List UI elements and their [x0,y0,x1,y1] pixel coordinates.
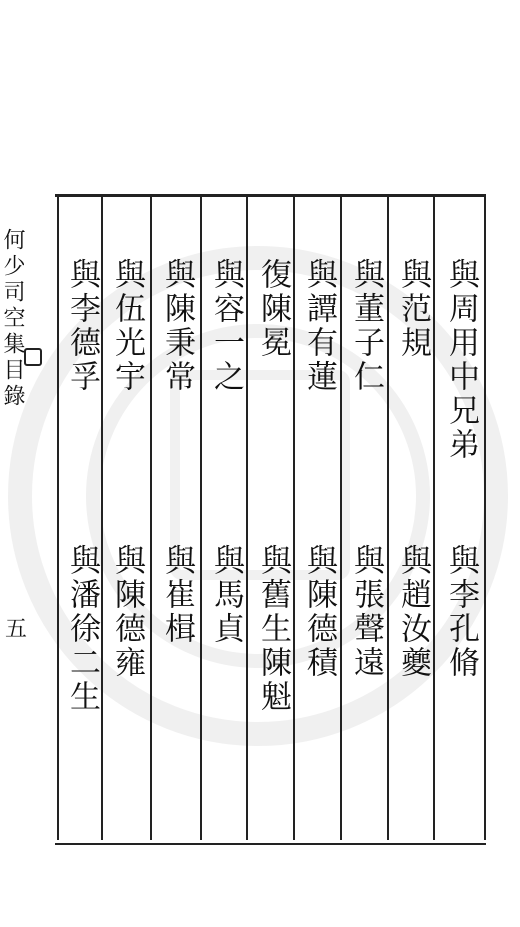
margin-bracket-mark [24,348,42,366]
vertical-rule-8 [387,194,389,840]
entry-upper-7: 與陳秉常 [159,258,195,394]
entry-lower-9: 與潘徐二生 [64,544,100,714]
entry-upper-2: 與范規 [395,258,431,360]
entry-lower-8: 與陳德雍 [109,544,145,680]
vertical-rule-7 [340,194,342,840]
entry-upper-4: 與譚有蓮 [301,258,337,394]
vertical-rule-1 [57,194,59,840]
entry-lower-2: 與趙汝夔 [395,544,431,680]
entry-upper-5: 復陳冕 [255,258,291,360]
entry-upper-9: 與李德孚 [64,258,100,394]
entry-lower-6: 與馬貞 [208,544,244,646]
margin-book-title: 何少司空集目錄 [0,228,25,410]
entry-upper-6: 與容一之 [208,258,244,394]
entry-upper-8: 與伍光宇 [109,258,145,394]
entry-lower-1: 與李孔脩 [443,544,479,680]
page-number: 五 [5,617,28,642]
entry-lower-5: 與舊生陳魁 [255,544,291,714]
vertical-rule-10 [484,194,486,840]
entry-lower-7: 與崔楫 [159,544,195,646]
entry-lower-3: 與張聲遠 [348,544,384,680]
vertical-rule-3 [150,194,152,840]
entry-upper-1: 與周用中兄弟 [443,258,479,462]
entry-lower-4: 與陳德積 [301,544,337,680]
entry-upper-3: 與董子仁 [348,258,384,394]
vertical-rule-4 [200,194,202,840]
